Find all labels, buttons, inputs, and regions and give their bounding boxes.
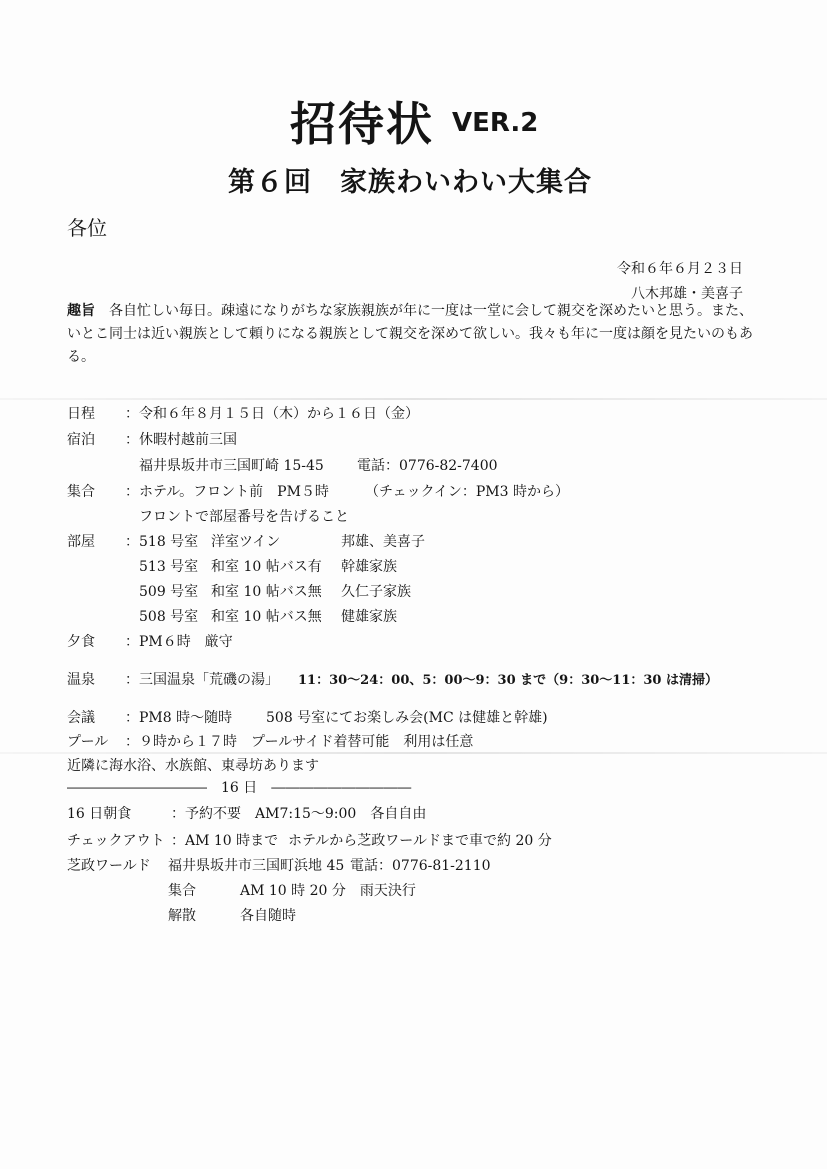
breakfast-label: 16 日朝食 — [67, 806, 132, 822]
shibamasa-phone: 電話：0776-81-2110 — [350, 858, 491, 874]
checkout-value: ：AM 10 時まで — [171, 833, 279, 849]
meeting-place: ：ホテル。フロント前 PM５時 — [125, 484, 329, 500]
pool-value: ：９時から１７時 プールサイド着替可能 利用は任意 — [125, 734, 474, 750]
room-number: 513 号室 — [139, 559, 199, 575]
room-number: 509 号室 — [139, 584, 199, 600]
shibamasa-address: 福井県坂井市三国町浜地 45 — [168, 858, 345, 874]
day16-divider: ―――――――――― 16 日 ―――――――――― — [67, 780, 412, 796]
checkin-time: （チェックイン：PM3 時から） — [365, 484, 569, 500]
onsen-hours: 11：30～24：00、5：00～9：30 まで（9：30～11：30 は清掃） — [298, 673, 719, 688]
schedule-label: 日程 — [67, 406, 95, 422]
rooms-label: 部屋 — [67, 534, 95, 550]
dinner-value: ：PM６時 厳守 — [125, 634, 233, 650]
room-type: 和室 10 帖バス有 — [211, 559, 322, 575]
recipient-salutation: 各位 — [67, 216, 107, 240]
pool-label: プール — [67, 734, 109, 750]
version-label: VER.2 — [452, 108, 539, 138]
room-type: 和室 10 帖バス無 — [211, 609, 322, 625]
room-number: 508 号室 — [139, 609, 199, 625]
lodging-name: ：休暇村越前三国 — [125, 432, 237, 448]
shibamasa-dismiss-label: 解散 — [168, 908, 196, 924]
room-guest: 久仁子家族 — [341, 584, 411, 600]
purpose-text: 各自忙しい毎日。疎遠になりがちな家族親族が年に一度は一堂に会して親交を深めたいと思う。また、いとこ同士は近い親族として頼りになる親族として親交を深めて欲しい。我々も年に一度は顔を見たいのもある。 — [67, 303, 753, 365]
room-type: 洋室ツイン — [211, 534, 281, 550]
lodging-address: 福井県坂井市三国町崎 15-45 — [139, 458, 324, 474]
lodging-phone: 電話：0776-82-7400 — [357, 458, 498, 474]
lodging-label: 宿泊 — [67, 432, 95, 448]
paper-fold-line — [0, 752, 827, 754]
room-number: ：518 号室 — [125, 534, 199, 550]
sender-names: 八木邦雄・美喜子 — [631, 286, 743, 302]
schedule-value: ：令和６年８月１５日（木）から１６日（金） — [125, 406, 419, 422]
nearby-attractions: 近隣に海水浴、水族館、東尋坊あります — [67, 758, 319, 774]
room-type: 和室 10 帖バス無 — [211, 584, 322, 600]
purpose-paragraph — [67, 300, 757, 369]
issue-date: 令和６年６月２３日 — [617, 261, 743, 277]
onsen-label: 温泉 — [67, 672, 95, 688]
onsen-name: ：三国温泉「荒磯の湯」 — [125, 672, 279, 688]
shibamasa-label: 芝政ワールド — [67, 858, 151, 874]
shibamasa-gather-label: 集合 — [168, 883, 196, 899]
checkout-label: チェックアウト — [67, 833, 165, 849]
shibamasa-gather-value: AM 10 時 20 分 雨天決行 — [240, 883, 416, 899]
shibamasa-dismiss-value: 各自随時 — [240, 908, 296, 924]
paper-fold-line — [0, 398, 827, 400]
breakfast-value: ：予約不要 AM7:15～9:00 各自自由 — [171, 806, 427, 822]
dinner-label: 夕食 — [67, 634, 95, 650]
party-time: ：PM8 時～随時 — [125, 710, 233, 726]
room-guest: 健雄家族 — [341, 609, 397, 625]
room-guest: 邦雄、美喜子 — [341, 534, 425, 550]
room-guest: 幹雄家族 — [341, 559, 397, 575]
party-label: 会議 — [67, 710, 95, 726]
invitation-title: 招待状 — [290, 97, 434, 151]
party-detail: 508 号室にてお楽しみ会(MC は健雄と幹雄) — [266, 710, 548, 726]
event-subtitle: 第６回 家族わいわい大集合 — [228, 167, 592, 198]
checkout-note: ホテルから芝政ワールドまで車で約 20 分 — [288, 833, 552, 849]
meeting-instruction: フロントで部屋番号を告げること — [139, 509, 349, 525]
purpose-label: 趣旨 — [67, 303, 95, 319]
meeting-label: 集合 — [67, 484, 95, 500]
